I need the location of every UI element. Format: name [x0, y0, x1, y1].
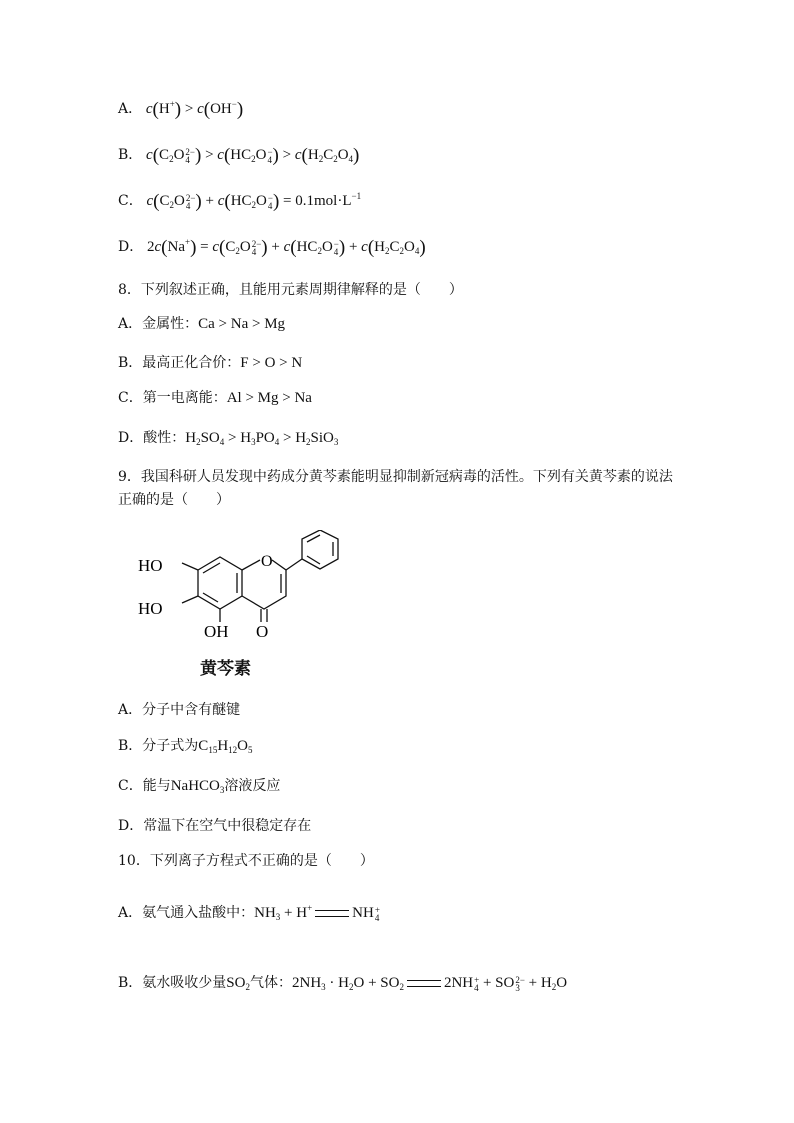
ho-label-1: HO — [138, 556, 163, 575]
q7-option-b: B． $c(C_2O$ 2− 4 ) > $c(HC_2O$ − 4 ) > $c(H_2C_2O_4)$ — [118, 145, 360, 166]
equals-arrow-icon — [407, 980, 441, 987]
q8-stem: 8．下列叙述正确，且能用元素周期律解释的是（ ） — [118, 282, 463, 298]
q7-option-a: A． c(H+) > c(OH−) — [118, 99, 244, 120]
q8-option-c: C．第一电离能：Al > Mg > Na — [118, 390, 312, 406]
q9-option-d: D．常温下在空气中很稳定存在 — [118, 818, 312, 834]
q9-option-b: B．分子式为$C_{15}H_{12}O_5$ — [118, 738, 253, 755]
q7-option-c: C． $c(C_2O$ 2− 4 ) + $c(HC_2O$ − 4 ) = $0.1mol\cdot L^{-1}$ — [118, 191, 362, 212]
q10-option-a: A．氨气通入盐酸中：$NH_3 + H^+$ NH + 4 — [118, 903, 380, 923]
q7-option-d: D． $2c(Na^+) = c(C_2O$ 2− 4 ) + $c(HC_2O$ − 4 ) + $c(H_2C_2O_4)$ — [118, 237, 426, 258]
q9-stem-line-1: 9．我国科研人员发现中药成分黄芩素能明显抑制新冠病毒的活性。下列有关黄芩素的说法 — [118, 469, 673, 485]
q10-stem: 10．下列离子方程式不正确的是（ ） — [118, 853, 374, 869]
q9-option-a: A．分子中含有醚键 — [118, 702, 241, 718]
ring-o-label: O — [261, 553, 273, 570]
q9-stem-line-2: 正确的是（ ） — [118, 492, 230, 508]
carbonyl-o-label: O — [256, 622, 269, 641]
ho-label-2: HO — [138, 599, 163, 618]
oh-label: OH — [204, 622, 229, 641]
figure-caption: 黄芩素 — [200, 659, 251, 679]
q8-option-a: A．金属性：Ca > Na > Mg — [118, 316, 286, 332]
q10-option-b: B．氨水吸收少量$SO_2$气体：$2NH_3 \cdot H_2O + SO_2$ 2NH + 4 + SO 2− 3 + $H_2O$ — [118, 974, 568, 993]
q8-option-b: B．最高正化合价：F > O > N — [118, 355, 303, 371]
q8-option-d: D．酸性：$H_2SO_4 > H_3PO_4 > H_2SiO_3$ — [118, 430, 339, 447]
equals-arrow-icon — [315, 910, 349, 917]
q9-option-c: C．能与NaHCO$_3$溶液反应 — [118, 778, 281, 795]
